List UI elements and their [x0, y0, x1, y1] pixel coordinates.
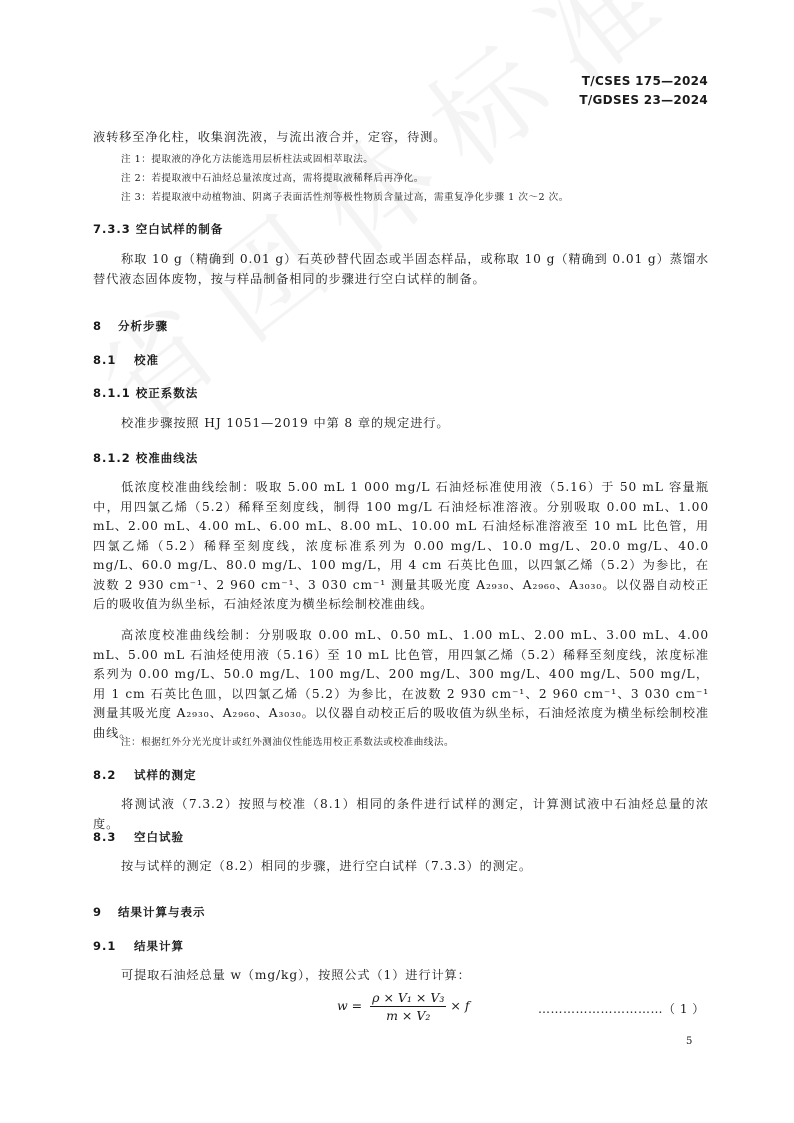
section-title: 校准曲线法 [135, 451, 199, 465]
paragraph-continuation: 液转移至净化柱，收集润洗液，与流出液合并，定容，待测。 [93, 130, 447, 144]
note-4: 注：根据红外分光光度计或红外测油仪性能选用校正系数法或校准曲线法。 [121, 737, 455, 748]
section-number: 9 [93, 905, 103, 919]
formula-factor: × f [450, 998, 470, 1013]
heading-8-1-1 [93, 385, 198, 401]
section-title: 分析步骤 [118, 319, 169, 333]
formula-denominator: m × V₂ [386, 1008, 431, 1023]
heading-8-3 [93, 829, 184, 845]
formula-numerator: ρ × V₁ × V₃ [372, 990, 445, 1005]
section-number: 8 [93, 319, 103, 333]
heading-9 [93, 904, 206, 920]
section-title: 校准 [134, 353, 160, 367]
section-title: 空白试验 [134, 830, 185, 844]
heading-8 [93, 318, 168, 334]
section-title: 校正系数法 [135, 386, 199, 400]
page-number: 5 [686, 1036, 693, 1047]
section-number: 8.1.2 [93, 451, 131, 465]
section-title: 结果计算 [134, 939, 185, 953]
formula-fraction [370, 990, 446, 1023]
paragraph-sample-measurement: 将测试液（7.3.2）按照与校准（8.1）相同的条件进行试样的测定，计算测试液中石油烃总量的浓度。 [93, 797, 709, 831]
note-1: 注 1：提取液的净化方法能选用层析柱法或固相萃取法。 [121, 154, 374, 165]
standard-number-cses: T/CSES 175—2024 [581, 74, 708, 88]
section-number: 8.1.1 [93, 386, 131, 400]
section-number: 7.3.3 [93, 222, 131, 236]
paragraph-blank-test: 按与试样的测定（8.2）相同的步骤，进行空白试样（7.3.3）的测定。 [121, 859, 532, 873]
heading-8-1 [93, 352, 159, 368]
formula-lhs: w = [337, 998, 363, 1013]
formula-number: …………………………（ 1 ） [538, 1002, 705, 1016]
paragraph-low-concentration: 低浓度校准曲线绘制：吸取 5.00 mL 1 000 mg/L 石油烃标准使用液（5.16）于 50 mL 容量瓶中，用四氯乙烯（5.2）稀释至刻度线，制得 100 mg/L 石油烃标准溶液。分别吸取 0.00 mL、1.00 mL、2.00 mL、4.00 mL、6.00 mL、8.00 mL、10.00 mL 石油烃标准溶液至 10 mL 比色管，用四氯乙烯（5.2）稀释至刻度线，浓度标准系列为 0.00 mg/L、10.0 mg/L、20.0 mg/L、40.0 mg/L、60.0 mg/L、80.0 mg/L、100 mg/L，用 4 cm 石英比色皿，以四氯乙烯（5.2）为参比，在波数 2 930 cm⁻¹、2 960 cm⁻¹、3 030 cm⁻¹ 测量其吸光度 A₂₉₃₀、A₂₉₆₀、A₃₀₃₀。以仪器自动校正后的吸收值为纵坐标，石油烃浓度为横坐标绘制校准曲线。 [93, 480, 709, 611]
paragraph-high-concentration: 高浓度校准曲线绘制：分别吸取 0.00 mL、0.50 mL、1.00 mL、2.00 mL、3.00 mL、4.00 mL、5.00 mL 石油烃使用液（5.16）至 10 mL 比色管，用四氯乙烯（5.2）稀释至刻度线，浓度标准系列为 0.00 mg/L、50.0 mg/L、100 mg/L、200 mg/L、300 mg/L、400 mg/L、500 mg/L，用 1 cm 石英比色皿，以四氯乙烯（5.2）为参比，在波数 2 930 cm⁻¹、2 960 cm⁻¹、3 030 cm⁻¹ 测量其吸光度 A₂₉₃₀、A₂₉₆₀、A₃₀₃₀。以仪器自动校正后的吸收值为纵坐标，石油烃浓度为横坐标绘制校准曲线。 [93, 628, 709, 740]
note-3: 注 3：若提取液中动植物油、阴离子表面活性剂等极性物质含量过高，需重复净化步骤 1 次～2 次。 [121, 192, 569, 203]
section-number: 8.2 [93, 768, 117, 782]
section-number: 8.1 [93, 353, 117, 367]
paragraph-correction: 校准步骤按照 HJ 1051—2019 中第 8 章的规定进行。 [121, 416, 450, 430]
formula-1 [337, 990, 469, 1023]
section-number: 9.1 [93, 939, 117, 953]
heading-7-3-3 [93, 221, 223, 237]
heading-9-1 [93, 938, 184, 954]
heading-8-2 [93, 767, 197, 783]
note-2: 注 2：若提取液中石油烃总量浓度过高，需将提取液稀释后再净化。 [121, 173, 424, 184]
paragraph-blank-sample: 称取 10 g（精确到 0.01 g）石英砂替代固态或半固态样品，或称取 10 g（精确到 0.01 g）蒸馏水替代液态固体废物，按与样品制备相同的步骤进行空白试样的制备。 [93, 252, 709, 286]
section-title: 空白试样的制备 [135, 222, 224, 236]
paragraph-calculation: 可提取石油烃总量 w（mg/kg），按照公式（1）进行计算： [121, 968, 471, 982]
section-number: 8.3 [93, 830, 117, 844]
heading-8-1-2 [93, 450, 198, 466]
standard-number-gdses: T/GDSES 23—2024 [579, 93, 708, 107]
section-title: 试样的测定 [134, 768, 197, 782]
section-title: 结果计算与表示 [118, 905, 206, 919]
